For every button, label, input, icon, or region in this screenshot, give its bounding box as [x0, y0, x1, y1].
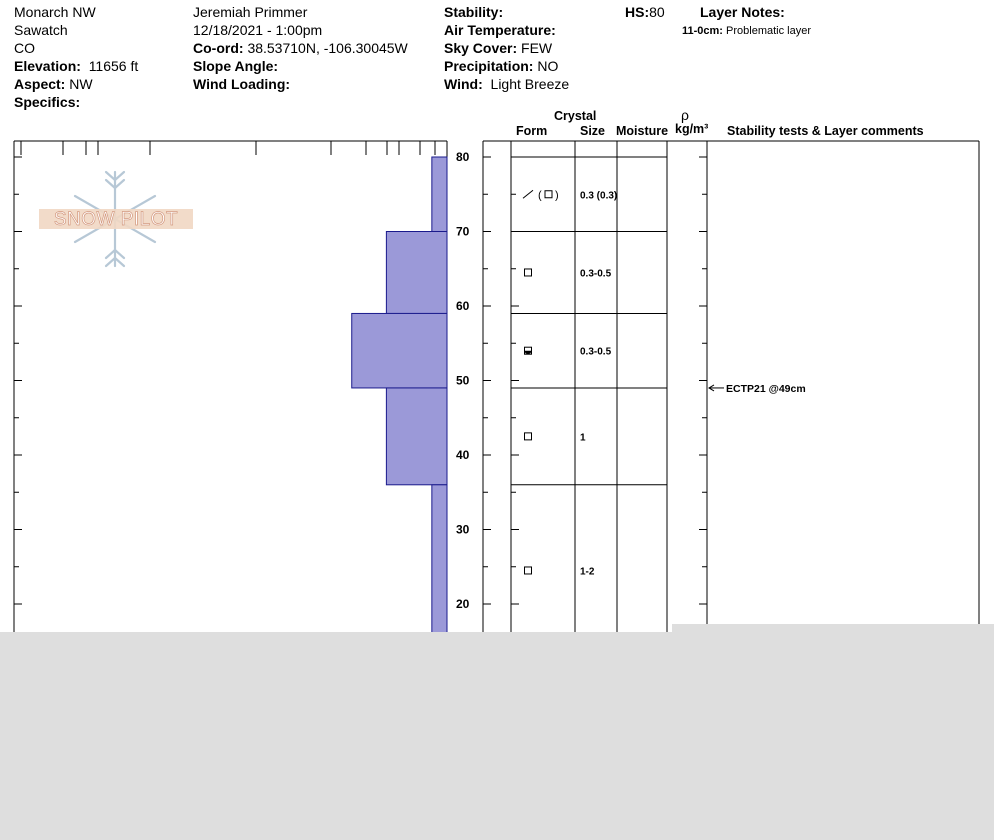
coord-value: 38.53710N, -106.30045W: [247, 40, 408, 56]
depth-tick-label: 40: [456, 448, 470, 462]
hs-label: HS:: [625, 4, 650, 20]
air-temp-label: Air Temperature:: [444, 22, 556, 38]
depth-tick-label: 60: [456, 299, 470, 313]
elevation-value: 11656 ft: [88, 58, 139, 74]
hardness-bar: [352, 313, 447, 388]
crystal-size-label: 0.3-0.5: [580, 346, 612, 358]
mountain-range: Sawatch: [14, 22, 68, 38]
faceted-crystal-icon: [525, 269, 532, 276]
paren-close-glyph: ): [555, 189, 559, 202]
slope-label: Slope Angle:: [193, 58, 279, 74]
faceted-crystal-icon: [525, 567, 532, 574]
faceted-crystal-icon: [525, 433, 532, 440]
crystal-size-label: 1: [580, 432, 586, 444]
specifics-label: Specifics:: [14, 94, 81, 110]
depth-tick-label: 20: [456, 597, 470, 611]
crystal-heading: Crystal: [554, 109, 597, 123]
snow-pilot-logo: [39, 172, 193, 266]
stability-test-label: ECTP21 @49cm: [726, 382, 806, 395]
depth-tick-label: 80: [456, 150, 470, 164]
hardness-bar: [432, 485, 447, 640]
state: CO: [14, 40, 35, 56]
hs-value: 80: [649, 4, 665, 20]
density-unit: kg/m³: [675, 122, 709, 136]
hardness-bar: [386, 388, 447, 485]
precip-label: Precipitation:: [444, 58, 534, 74]
faceted-crystal-icon: [545, 191, 552, 198]
rounding-fill-icon: [525, 351, 532, 355]
depth-tick-label: 50: [456, 373, 470, 388]
crystal-size-label: 0.3-0.5: [580, 268, 612, 280]
datetime: 12/18/2021 - 1:00pm: [193, 22, 323, 38]
paren-open-glyph: (: [538, 189, 542, 202]
wind-value: Light Breeze: [490, 76, 570, 92]
form-heading: Form: [516, 124, 548, 138]
observer: Jeremiah Primmer: [193, 4, 308, 20]
aspect-label: Aspect:: [14, 76, 66, 92]
elevation-label: Elevation:: [14, 58, 81, 74]
crystal-size-label: 0.3 (0.3): [580, 190, 618, 202]
precip-value: NO: [537, 58, 559, 74]
layer-note-text: Problematic layer: [726, 25, 812, 37]
moisture-heading: Moisture: [616, 124, 669, 138]
coord-label: Co-ord:: [193, 40, 244, 56]
density-symbol: ρ: [681, 107, 689, 123]
hardness-bar: [432, 157, 447, 232]
stability-label: Stability:: [444, 4, 504, 20]
comments-heading: Stability tests & Layer comments: [727, 124, 924, 138]
aspect-value: NW: [69, 76, 93, 92]
depth-tick-label: 70: [456, 224, 470, 239]
layer-note-depth: 11-0cm:: [682, 25, 723, 37]
hardness-bar: [386, 232, 447, 314]
blank-area-edge: [672, 624, 994, 634]
layer-notes-label: Layer Notes:: [700, 4, 785, 20]
location-name: Monarch NW: [14, 4, 96, 20]
sky-label: Sky Cover:: [444, 40, 518, 56]
depth-tick-label: 30: [456, 522, 470, 537]
decomposing-fragments-icon: [523, 190, 533, 198]
size-heading: Size: [580, 124, 606, 138]
logo-text: SNOW PILOT: [53, 209, 179, 230]
wind-label: Wind:: [444, 76, 483, 92]
wind-loading-label: Wind Loading:: [193, 76, 291, 92]
crystal-size-label: 1-2: [580, 566, 595, 578]
sky-value: FEW: [521, 40, 553, 56]
blank-area: [0, 632, 994, 840]
